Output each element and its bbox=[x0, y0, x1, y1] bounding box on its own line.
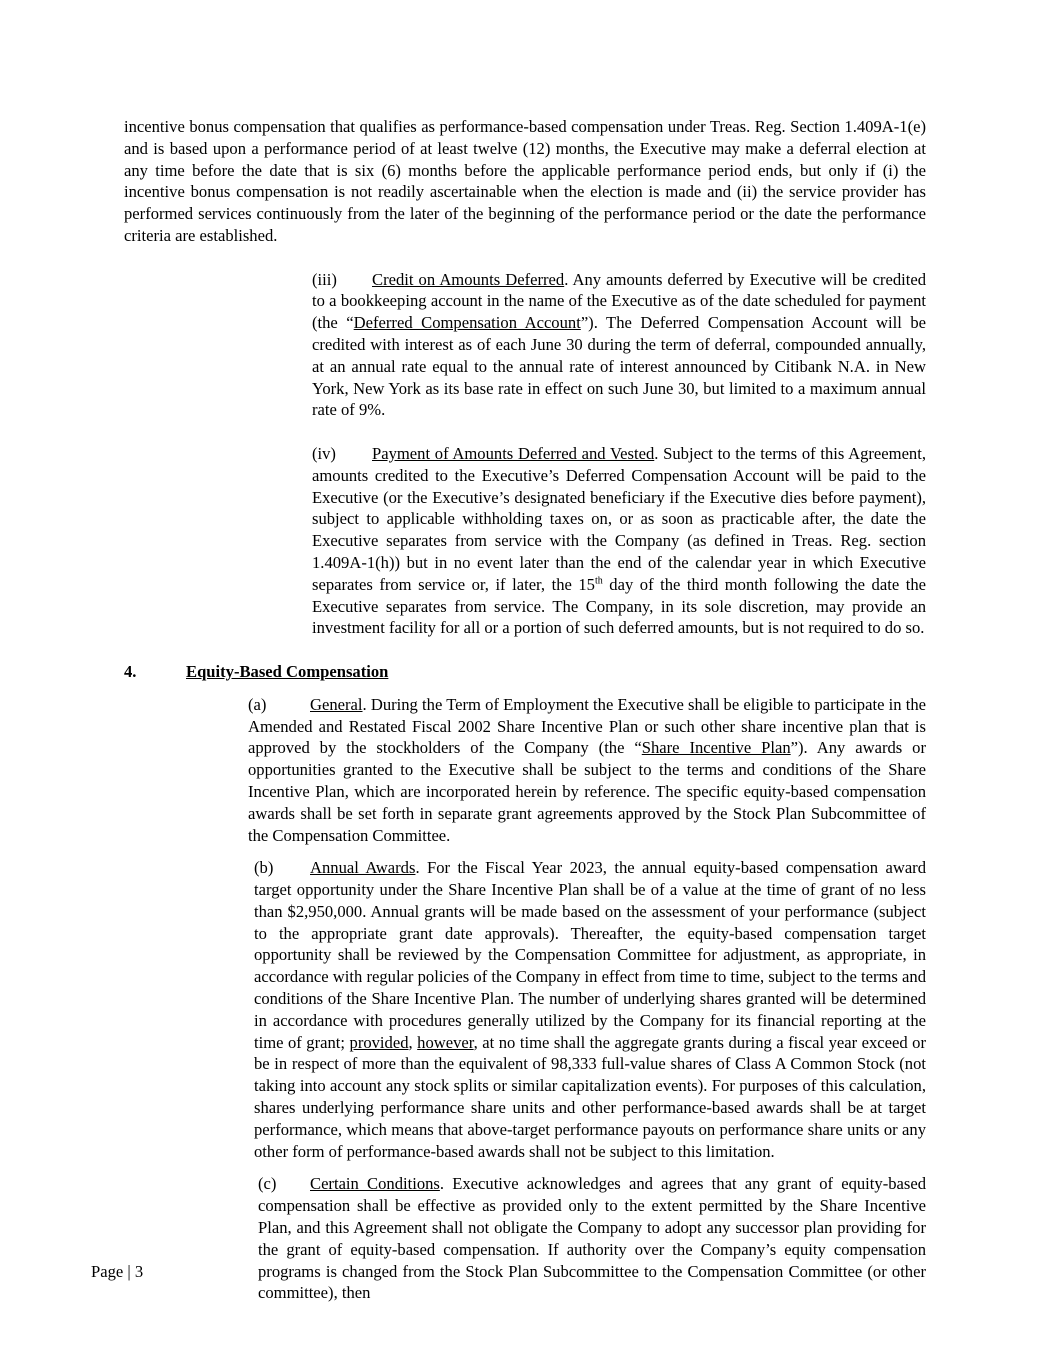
term-however: however bbox=[417, 1032, 474, 1052]
clause-iii-title: Credit on Amounts Deferred bbox=[372, 269, 565, 289]
clause-iii-marker: (iii) bbox=[312, 269, 337, 289]
paragraph-continued: incentive bonus compensation that qualifies as performance-based compensation under Treas. Reg. Section 1.409A-1(e) and is based upon a performance period of at least twelve (12) months, the Executive may make a deferral election at any time before the date that is six (6) months before the applicable performance period ends, but only if (i) the incentive bonus compensation is not readily ascertainable when the election is made and (ii) the service provider has performed services continuously from the later of the beginning of the performance period or the date the performance criteria are established. bbox=[124, 117, 926, 245]
clause-iv: (iv) Payment of Amounts Deferred and Vested. Subject to the terms of this Agreement, amounts credited to the Executive’s Deferred Compensation Account will be paid to the Executive (or the Executive’s designated beneficiary if the Executive dies before payment), subject to applicable withholding taxes on, or as soon as practicable after, the date the Executive separates from service with the Company (as defined in Treas. Reg. section 1.409A-1(h)) but in no event later than the end of the calendar year in which Executive separates from service or, if later, the 15th day of the third month following the date the Executive separates from service. The Company, in its sole discretion, may provide an investment facility for all or a portion of such deferred amounts, but is not required to do so. bbox=[312, 443, 926, 638]
clause-iii: (iii) Credit on Amounts Deferred. Any amounts deferred by Executive will be credited to a bookkeeping account in the name of the Executive as of the date scheduled for payment (the “Deferred Compensation Account”). The Deferred Compensation Account will be credited with interest as of each June 30 during the term of deferral, compounded annually, at an annual rate equal to the annual rate of interest announced by Citibank N.A. in New York, New York as its base rate in effect on such June 30, but limited to a maximum annual rate of 9%. bbox=[312, 269, 927, 420]
clause-b-title: Annual Awards bbox=[310, 858, 416, 878]
clause-b: (b) Annual Awards. For the Fiscal Year 2023, the annual equity-based compensation award target opportunity under the Share Incentive Plan shall be of a value at the time of grant of no less than $2,950,000. Annual grants will be made based on the assessment of your performance (subject to the appropriate grant date approvals). Thereafter, the equity-based compensation target opportunity shall be reviewed by the Compensation Committee for adjustment, as appropriate, in accordance with regular policies of the Company in effect from time to time, subject to the terms and conditions of the Share Incentive Plan. The number of underlying shares granted will be determined in accordance with procedures generally utilized by the Company for its financial reporting at the time of grant; provided, however, at no time shall the aggregate grants during a fiscal year exceed or be in respect of more than the equivalent of 98,333 full-value shares of Class A Common Stock (not taking into account any stock splits or similar capitalization events). For purposes of this calculation, shares underlying performance share units and other performance-based awards shall be at target performance, which means that above-target performance payouts on performance share units or any other form of performance-based awards shall not be subject to this limitation. bbox=[254, 858, 927, 1161]
clause-a: (a) General. During the Term of Employment the Executive shall be eligible to participate in the Amended and Restated Fiscal 2002 Share Incentive Plan or such other share incentive plan that is approved by the stockholders of the Company (the “Share Incentive Plan”). Any awards or opportunities granted to the Executive shall be subject to the terms and conditions of the Share Incentive Plan, which are incorporated herein by reference. The specific equity-based compensation awards shall be set forth in separate grant agreements approved by the Stock Plan Subcommittee of the Compensation Committee. bbox=[248, 694, 926, 845]
clause-iv-title: Payment of Amounts Deferred and Vested bbox=[372, 443, 655, 463]
defined-term-share-incentive-plan: Share Incentive Plan bbox=[641, 738, 791, 758]
page-body bbox=[124, 116, 926, 1304]
page-number-footer: Page | 3 bbox=[91, 1262, 144, 1281]
section-number: 4. bbox=[124, 661, 137, 681]
clause-c: (c) Certain Conditions. Executive acknowledges and agrees that any grant of equity-based compensation shall be effective as provided only to the extent permitted by the Share Incentive Plan, and this Agreement shall not obligate the Company to adopt any successor plan providing for the grant of equity-based compensation. If authority over the Company’s equity compensation programs is changed from the Stock Plan Subcommittee to the Compensation Committee (or other committee), then bbox=[258, 1174, 926, 1303]
section-title: Equity-Based Compensation bbox=[186, 661, 389, 681]
clause-c-title: Certain Conditions bbox=[310, 1174, 440, 1194]
clause-c-marker: (c) bbox=[258, 1174, 277, 1194]
defined-term-deferred-compensation-account: Deferred Compensation Account bbox=[353, 313, 581, 333]
clause-iv-marker: (iv) bbox=[312, 443, 336, 463]
section-heading bbox=[124, 661, 926, 683]
term-provided: provided bbox=[349, 1032, 409, 1052]
clause-b-marker: (b) bbox=[254, 858, 274, 878]
clause-a-title: General bbox=[310, 694, 363, 714]
clause-a-marker: (a) bbox=[248, 694, 267, 714]
